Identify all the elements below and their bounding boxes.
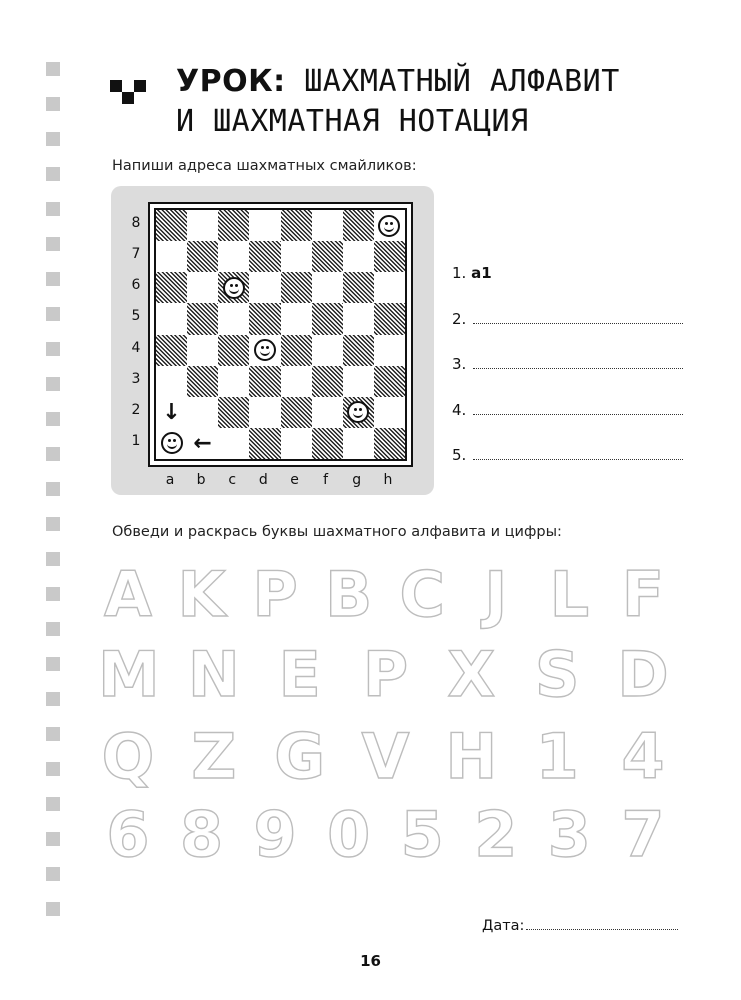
board-square-c7	[218, 241, 249, 272]
board-square-h2	[374, 397, 405, 428]
rank-label: 5	[131, 308, 141, 325]
answer-blank[interactable]	[473, 322, 683, 324]
board-square-b5	[187, 303, 218, 334]
margin-square	[46, 482, 60, 496]
arrow-left-icon: ←	[187, 428, 218, 459]
file-label: b	[196, 472, 206, 488]
board-square-h7	[374, 241, 405, 272]
board-square-a8	[156, 210, 187, 241]
file-label: h	[383, 472, 393, 488]
answer-value: a1	[471, 264, 492, 282]
margin-square	[46, 902, 60, 916]
outline-glyph: 9	[253, 798, 297, 871]
margin-square	[46, 832, 60, 846]
chess-board	[148, 202, 413, 467]
answer-number: 4.	[452, 400, 472, 419]
board-square-h3	[374, 366, 405, 397]
board-square-g3	[343, 366, 374, 397]
task1-instruction: Напиши адреса шахматных смайликов:	[112, 158, 417, 174]
rank-label: 8	[131, 215, 141, 231]
board-square-d6	[249, 272, 280, 303]
board-square-g7	[343, 241, 374, 272]
board-square-g6	[343, 272, 374, 303]
answer-row	[452, 264, 492, 282]
smiley-icon	[161, 432, 183, 454]
margin-square	[46, 622, 60, 636]
outline-glyph: 5	[400, 798, 444, 871]
outline-glyph: N	[187, 638, 240, 711]
answer-blank[interactable]	[473, 413, 683, 415]
outline-glyph: H	[445, 720, 498, 793]
board-square-a7	[156, 241, 187, 272]
board-square-f3	[312, 366, 343, 397]
outline-glyph: 2	[474, 798, 518, 871]
board-square-f7	[312, 241, 343, 272]
date-label: Дата:	[482, 918, 525, 934]
date-field	[482, 918, 678, 934]
outline-glyph: K	[177, 558, 226, 631]
outline-glyph: X	[447, 638, 496, 711]
outline-glyph: 8	[179, 798, 224, 871]
board-square-c4	[218, 335, 249, 366]
board-square-b8	[187, 210, 218, 241]
outline-glyph: Q	[101, 720, 155, 793]
board-square-f4	[312, 335, 343, 366]
board-square-d7	[249, 241, 280, 272]
board-square-e1	[281, 428, 312, 459]
board-square-d8	[249, 210, 280, 241]
board-square-b7	[187, 241, 218, 272]
date-blank[interactable]	[526, 928, 678, 930]
board-square-g8	[343, 210, 374, 241]
file-label: e	[290, 472, 299, 488]
margin-square	[46, 447, 60, 461]
board-square-g4	[343, 335, 374, 366]
title-line1: ШАХМАТНЫЙ АЛФАВИТ	[304, 64, 620, 99]
answer-blank[interactable]	[473, 367, 683, 369]
board-square-a3	[156, 366, 187, 397]
board-square-b3	[187, 366, 218, 397]
margin-square	[46, 272, 60, 286]
answer-number: 5.	[452, 446, 472, 464]
margin-strip	[46, 62, 62, 937]
rank-label: 7	[131, 246, 141, 263]
margin-square	[46, 237, 60, 251]
rank-label: 3	[131, 370, 141, 387]
board-square-c5	[218, 303, 249, 334]
page-title	[176, 62, 620, 142]
margin-square	[46, 762, 60, 776]
margin-square	[46, 867, 60, 881]
margin-square	[46, 587, 60, 601]
board-square-b6	[187, 272, 218, 303]
margin-square	[46, 797, 60, 811]
outline-glyph: D	[617, 638, 669, 711]
smiley-icon	[378, 215, 400, 237]
board-square-f8	[312, 210, 343, 241]
rank-label: 4	[131, 339, 141, 356]
outline-row	[98, 800, 673, 870]
board-square-e7	[281, 241, 312, 272]
title-line2: И ШАХМАТНАЯ НОТАЦИЯ	[176, 104, 529, 139]
board-square-g1	[343, 428, 374, 459]
board-grid	[154, 208, 407, 461]
board-square-h4	[374, 335, 405, 366]
outline-glyph: P	[252, 558, 298, 631]
board-square-f1	[312, 428, 343, 459]
outline-glyph: J	[484, 558, 508, 631]
board-square-e8	[281, 210, 312, 241]
margin-square	[46, 692, 60, 706]
outline-glyph: C	[399, 558, 445, 631]
board-square-h1	[374, 428, 405, 459]
outline-glyph: M	[98, 638, 160, 711]
board-square-d5	[249, 303, 280, 334]
outline-row	[98, 640, 673, 710]
outline-glyph: Z	[191, 720, 237, 793]
board-square-e2	[281, 397, 312, 428]
rank-label: 2	[131, 401, 141, 418]
board-square-f6	[312, 272, 343, 303]
board-square-f2	[312, 397, 343, 428]
outline-glyph: F	[621, 558, 665, 631]
outline-glyph: V	[361, 720, 410, 793]
margin-square	[46, 657, 60, 671]
board-square-b4	[187, 335, 218, 366]
board-square-e4	[281, 335, 312, 366]
smiley-icon	[254, 339, 276, 361]
margin-square	[46, 62, 60, 76]
file-label: a	[165, 472, 175, 488]
smiley-icon	[223, 277, 245, 299]
outline-glyph: 1	[535, 720, 579, 793]
outline-glyph: 6	[106, 798, 150, 871]
board-square-c3	[218, 366, 249, 397]
margin-square	[46, 412, 60, 426]
outline-glyph: 0	[327, 798, 371, 871]
answer-row	[452, 310, 683, 328]
rank-label: 1	[131, 432, 141, 449]
title-bold: УРОК:	[176, 64, 286, 99]
margin-square	[46, 727, 60, 741]
answer-row	[452, 401, 683, 419]
margin-square	[46, 167, 60, 181]
answer-row	[452, 446, 683, 464]
answer-blank[interactable]	[473, 458, 683, 460]
outline-glyph: B	[325, 558, 373, 631]
outline-glyph: P	[362, 638, 409, 711]
outline-glyph: 3	[547, 798, 591, 871]
margin-square	[46, 132, 60, 146]
board-square-c1	[218, 428, 249, 459]
board-square-c2	[218, 397, 249, 428]
answer-number: 2.	[452, 309, 472, 328]
margin-square	[46, 552, 60, 566]
board-square-h5	[374, 303, 405, 334]
margin-square	[46, 517, 60, 531]
outline-glyph: 7	[621, 798, 665, 871]
margin-square	[46, 202, 60, 216]
file-label: c	[228, 472, 237, 488]
board-square-a5	[156, 303, 187, 334]
margin-square	[46, 377, 60, 391]
board-square-b2	[187, 397, 218, 428]
margin-square	[46, 307, 60, 321]
board-square-g5	[343, 303, 374, 334]
rank-label: 6	[131, 277, 141, 294]
outline-row	[98, 722, 673, 792]
answer-number: 1.	[452, 264, 472, 282]
file-label: f	[323, 472, 329, 488]
outline-glyph: 4	[621, 720, 665, 793]
outline-row	[98, 560, 673, 630]
outline-glyph: E	[278, 638, 321, 711]
board-square-a6	[156, 272, 187, 303]
outline-glyph: A	[104, 558, 152, 631]
task2-instruction: Обведи и раскрась буквы шахматного алфавита и цифры:	[112, 524, 562, 540]
board-square-d1	[249, 428, 280, 459]
outline-glyph: S	[534, 638, 580, 711]
board-square-h6	[374, 272, 405, 303]
arrow-down-icon: ↓	[156, 397, 187, 428]
board-square-e3	[281, 366, 312, 397]
chess-logo-icon	[110, 80, 146, 104]
answer-number: 3.	[452, 355, 472, 373]
board-square-d2	[249, 397, 280, 428]
board-square-a4	[156, 335, 187, 366]
board-square-c8	[218, 210, 249, 241]
margin-square	[46, 97, 60, 111]
board-square-e5	[281, 303, 312, 334]
board-square-f5	[312, 303, 343, 334]
outline-glyph: L	[549, 558, 590, 631]
board-square-d3	[249, 366, 280, 397]
outline-glyph: G	[274, 720, 326, 793]
file-label: g	[352, 472, 362, 488]
answer-row	[452, 355, 683, 373]
file-label: d	[258, 472, 268, 488]
page-number: 16	[360, 952, 381, 970]
board-square-e6	[281, 272, 312, 303]
margin-square	[46, 342, 60, 356]
